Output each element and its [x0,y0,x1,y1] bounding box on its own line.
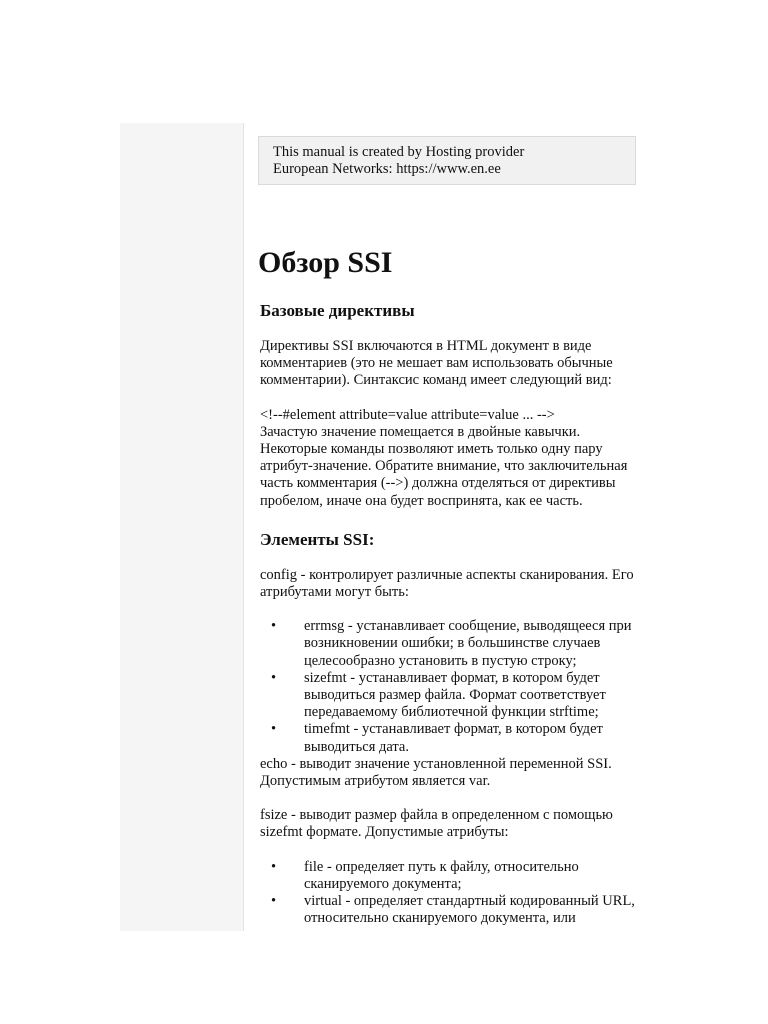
list-item [258,859,636,893]
notice-line-1: This manual is created by Hosting provider [273,144,525,160]
fsize-attributes-list [258,859,636,928]
section-heading-ssi-elements: Элементы SSI: [260,529,375,549]
paragraph-directives-notes: Зачастую значение помещается в двойные кавычки. Некоторые команды позволяют иметь только одну пару атрибут-значение. Обратите внимание, что заключительная часть комментария (-->) должна отделяться от директивы пробелом, иначе она будет воспринята, как ее часть. [260,423,628,509]
list-item-text: file - определяет путь к файлу, относительно сканируемого документа; [304,858,579,892]
page-title: Обзор SSI [258,246,393,279]
bullet-icon: • [271,721,277,738]
bullet-icon: • [271,618,277,635]
syntax-example: <!--#element attribute=value attribute=value ... --> [260,406,555,423]
left-sidebar [120,123,244,931]
section-heading-basic-directives: Базовые директивы [260,301,415,320]
paragraph-echo: echo - выводит значение установленной переменной SSI. Допустимым атрибутом является var. [260,755,612,790]
config-attributes-list [258,618,636,756]
paragraph-config-intro: config - контролирует различные аспекты сканирования. Его атрибутами могут быть: [260,566,634,601]
list-item [258,893,636,927]
list-item-text: timefmt - устанавливает формат, в котором будет выводиться дата. [304,721,603,755]
bullet-icon: • [271,669,277,686]
list-item [258,670,636,722]
paragraph-directives-intro: Директивы SSI включаются в HTML документ в виде комментариев (это не мешает вам использовать обычные комментарии). Синтаксис команд имеет следующий вид: [260,338,613,389]
list-item-text: sizefmt - устанавливает формат, в котором будет выводиться размер файла. Формат соответствует передаваемому библиотечной функции strftime; [304,669,606,721]
paragraph-fsize: fsize - выводит размер файла в определенном с помощью sizefmt формате. Допустимые атрибуты: [260,807,613,841]
notice-line-2: European Networks: https://www.en.ee [273,161,501,177]
document-content [258,136,636,931]
hosting-notice-box [258,136,636,185]
bullet-icon: • [271,893,277,910]
list-item [258,618,636,670]
list-item [258,721,636,755]
list-item-text: errmsg - устанавливает сообщение, выводящееся при возникновении ошибки; в большинстве случаев целесообразно установить в пустую строку; [304,618,632,669]
list-item-text: virtual - определяет стандартный кодированный URL, относительно сканируемого документа, или [304,893,635,927]
bullet-icon: • [271,858,277,875]
